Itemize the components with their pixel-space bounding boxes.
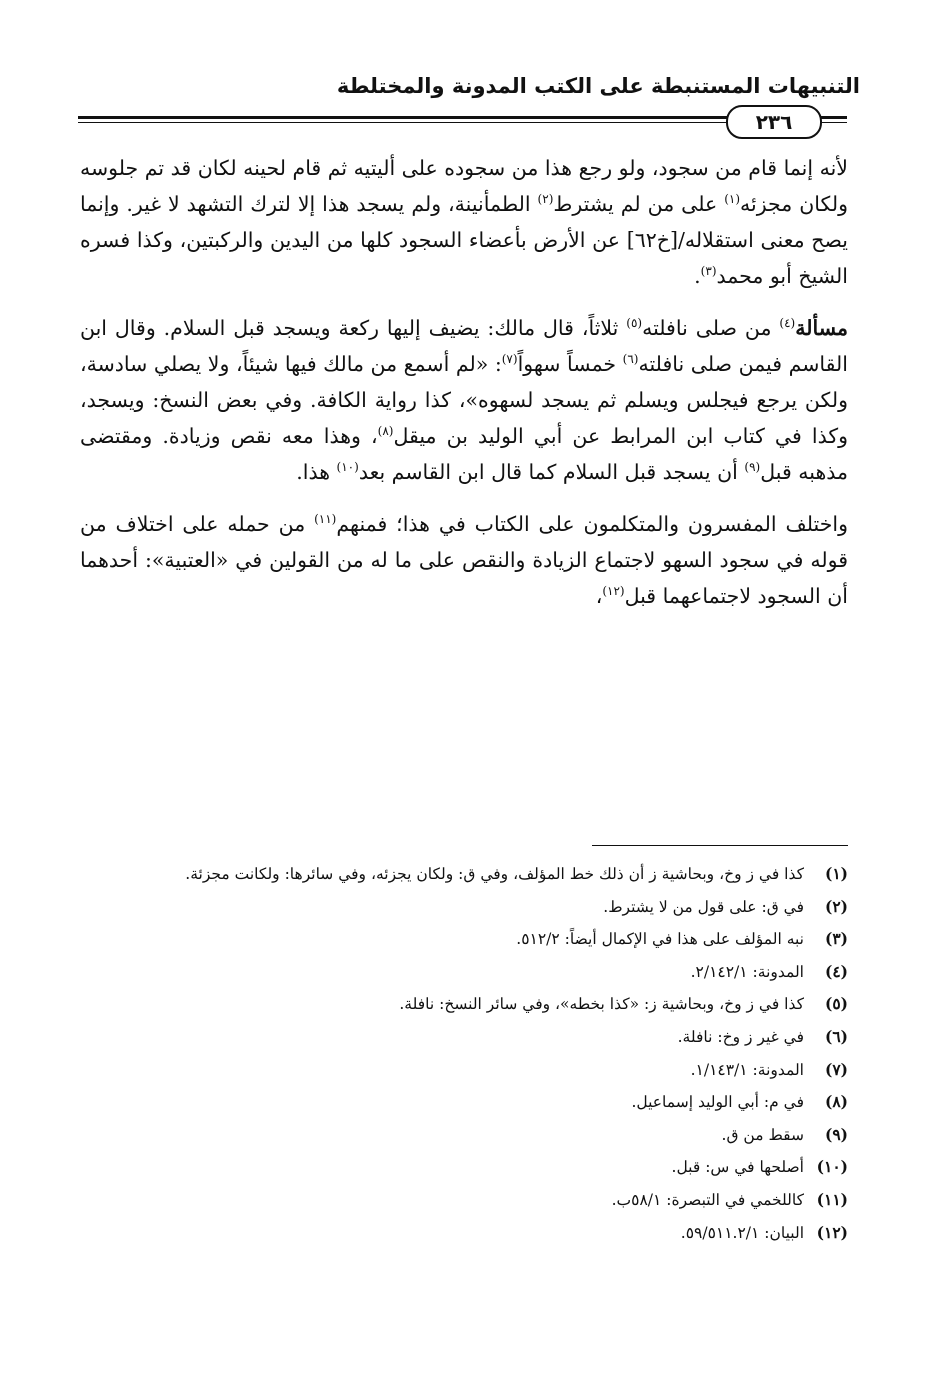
footnote-item: [80, 956, 848, 989]
footnote-item: [80, 1119, 848, 1152]
text-run: : «لم أسمع من مالك فيها شيئاً، ولا يصلي سادسة، ولكن يرجع فيجلس ويسلم ثم يسجد لسهوه»، كذا رواية الكافة. وفي بعض النسخ: ويسجد، وكذا في كتاب ابن المرابط عن أبي الوليد بن ميقل: [80, 352, 848, 448]
text-run: واختلف المفسرون والمتكلمون على الكتاب في هذا؛ فمنهم: [336, 512, 848, 536]
footnote-text: المدونة: ٢/١٤٢/١.: [690, 962, 804, 981]
footnote-text: البيان: ٥٩/٥١١.٢/١.: [680, 1223, 804, 1242]
footnote-text: في م: أبي الوليد إسماعيل.: [631, 1093, 804, 1112]
footnote-item: [80, 1151, 848, 1184]
page-number: ٢٣٦: [726, 105, 822, 139]
footnote-number: (٥): [824, 994, 848, 1014]
footnote-number: (١٢): [816, 1222, 848, 1242]
main-text: [80, 150, 848, 630]
footnote-item: [80, 858, 848, 891]
footnote-text: أصلحها في س: قبل.: [671, 1158, 804, 1177]
footnote-text: في ق: على قول من لا يشترط.: [603, 897, 804, 916]
footnote-text: نبه المؤلف على هذا في الإكمال أيضاً: ٥١٢/٢.: [516, 930, 804, 949]
footnote-item: [80, 1086, 848, 1119]
footnote-ref-4: (٤): [779, 316, 796, 331]
text-run: .: [694, 264, 701, 288]
footnote-item: [80, 1184, 848, 1217]
paragraph-3: [80, 506, 848, 614]
footnote-item: [80, 1054, 848, 1087]
text-run: ،: [595, 584, 603, 608]
footnote-text: كذا في ز وخ، وبحاشية ز: «كذا بخطه»، وفي سائر النسخ: نافلة.: [399, 995, 804, 1014]
footnote-number: (٤): [824, 961, 848, 981]
footnote-item: [80, 988, 848, 1021]
issue-heading: مسألة: [795, 316, 848, 340]
footnote-ref-12: (١٢): [602, 584, 625, 599]
footnote-item: [80, 1021, 848, 1054]
footnote-number: (٨): [824, 1092, 848, 1112]
text-run: هذا.: [296, 460, 337, 484]
paragraph-2: [80, 310, 848, 490]
footnote-text: في غير ز وخ: نافلة.: [677, 1027, 804, 1046]
running-title: التنبيهات المستنبطة على الكتب المدونة والمختلطة: [336, 74, 860, 98]
text-run: خمساً سهواً: [517, 352, 623, 376]
footnote-ref-9: (٩): [744, 460, 761, 475]
text-run: أن يسجد قبل السلام كما قال ابن القاسم بعد: [358, 460, 745, 484]
footnote-separator: [592, 845, 848, 846]
footnote-number: (١): [824, 864, 848, 883]
footnote-number: (٩): [824, 1124, 848, 1144]
footnote-number: (٣): [824, 929, 848, 949]
footnote-item: [80, 1217, 848, 1250]
footnote-ref-10: (١٠): [336, 460, 359, 475]
text-run: ، وهذا معه نقص وزيادة. ومقتضى مذهبه قبل: [80, 424, 848, 484]
footnote-item: [80, 923, 848, 956]
text-run: على من لم يشترط: [553, 192, 725, 216]
footnote-item: [80, 891, 848, 924]
footnote-text: المدونة: ١/١٤٣/١.: [690, 1060, 804, 1079]
footnote-number: (٦): [824, 1026, 848, 1046]
text-run: الطمأنينة، ولم يسجد هذا إلا لترك التشهد لا غير. وإنما يصح معنى استقلاله/[خ٦٢] عن الأرض بأعضاء السجود كلها من اليدين والركبتين، وكذا فسره الشيخ أبو محمد: [80, 192, 848, 288]
footnote-ref-6: (٦): [622, 352, 639, 367]
footnote-ref-2: (٢): [537, 192, 554, 207]
footnote-text: كاللخمي في التبصرة: ٥٨/١ب.: [611, 1190, 804, 1209]
footnote-ref-3: (٣): [700, 264, 717, 279]
footnote-ref-1: (١): [724, 192, 741, 207]
footnote-number: (٧): [824, 1059, 848, 1079]
footnote-ref-7: (٧): [501, 352, 518, 367]
footnote-text: سقط من ق.: [721, 1125, 804, 1144]
paragraph-1: [80, 150, 848, 294]
footnotes-list: [80, 858, 848, 1249]
footnote-ref-5: (٥): [626, 316, 643, 331]
footnote-ref-8: (٨): [377, 424, 394, 439]
footnote-number: (١٠): [816, 1157, 848, 1177]
footnote-ref-11: (١١): [314, 512, 337, 527]
footnote-number: (١١): [816, 1189, 848, 1209]
text-run: ثلاثاً، قال مالك: يضيف إليها ركعة ويسجد قبل السلام. وقال ابن القاسم فيمن صلى نافلته: [80, 316, 848, 376]
text-run: من صلى نافلته: [642, 316, 780, 340]
text-run: لأنه إنما قام من سجود، ولو رجع هذا من سجوده على أليتيه ثم قام لحينه لكان قد تم جلوسه ولكان مجزئه: [80, 156, 848, 216]
footnote-number: (٢): [824, 896, 848, 916]
text-run: من حمله على اختلاف من قوله في سجود السهو لاجتماع الزيادة والنقص على ما له من القولين في «العتبية»: أحدهما أن السجود لاجتماعهما قبل: [80, 512, 848, 608]
footnote-text: كذا في ز وخ، وبحاشية ز أن ذلك خط المؤلف، وفي ق: ولكان يجزئه، وفي سائرها: ولكانت مجزئة.: [185, 865, 804, 883]
